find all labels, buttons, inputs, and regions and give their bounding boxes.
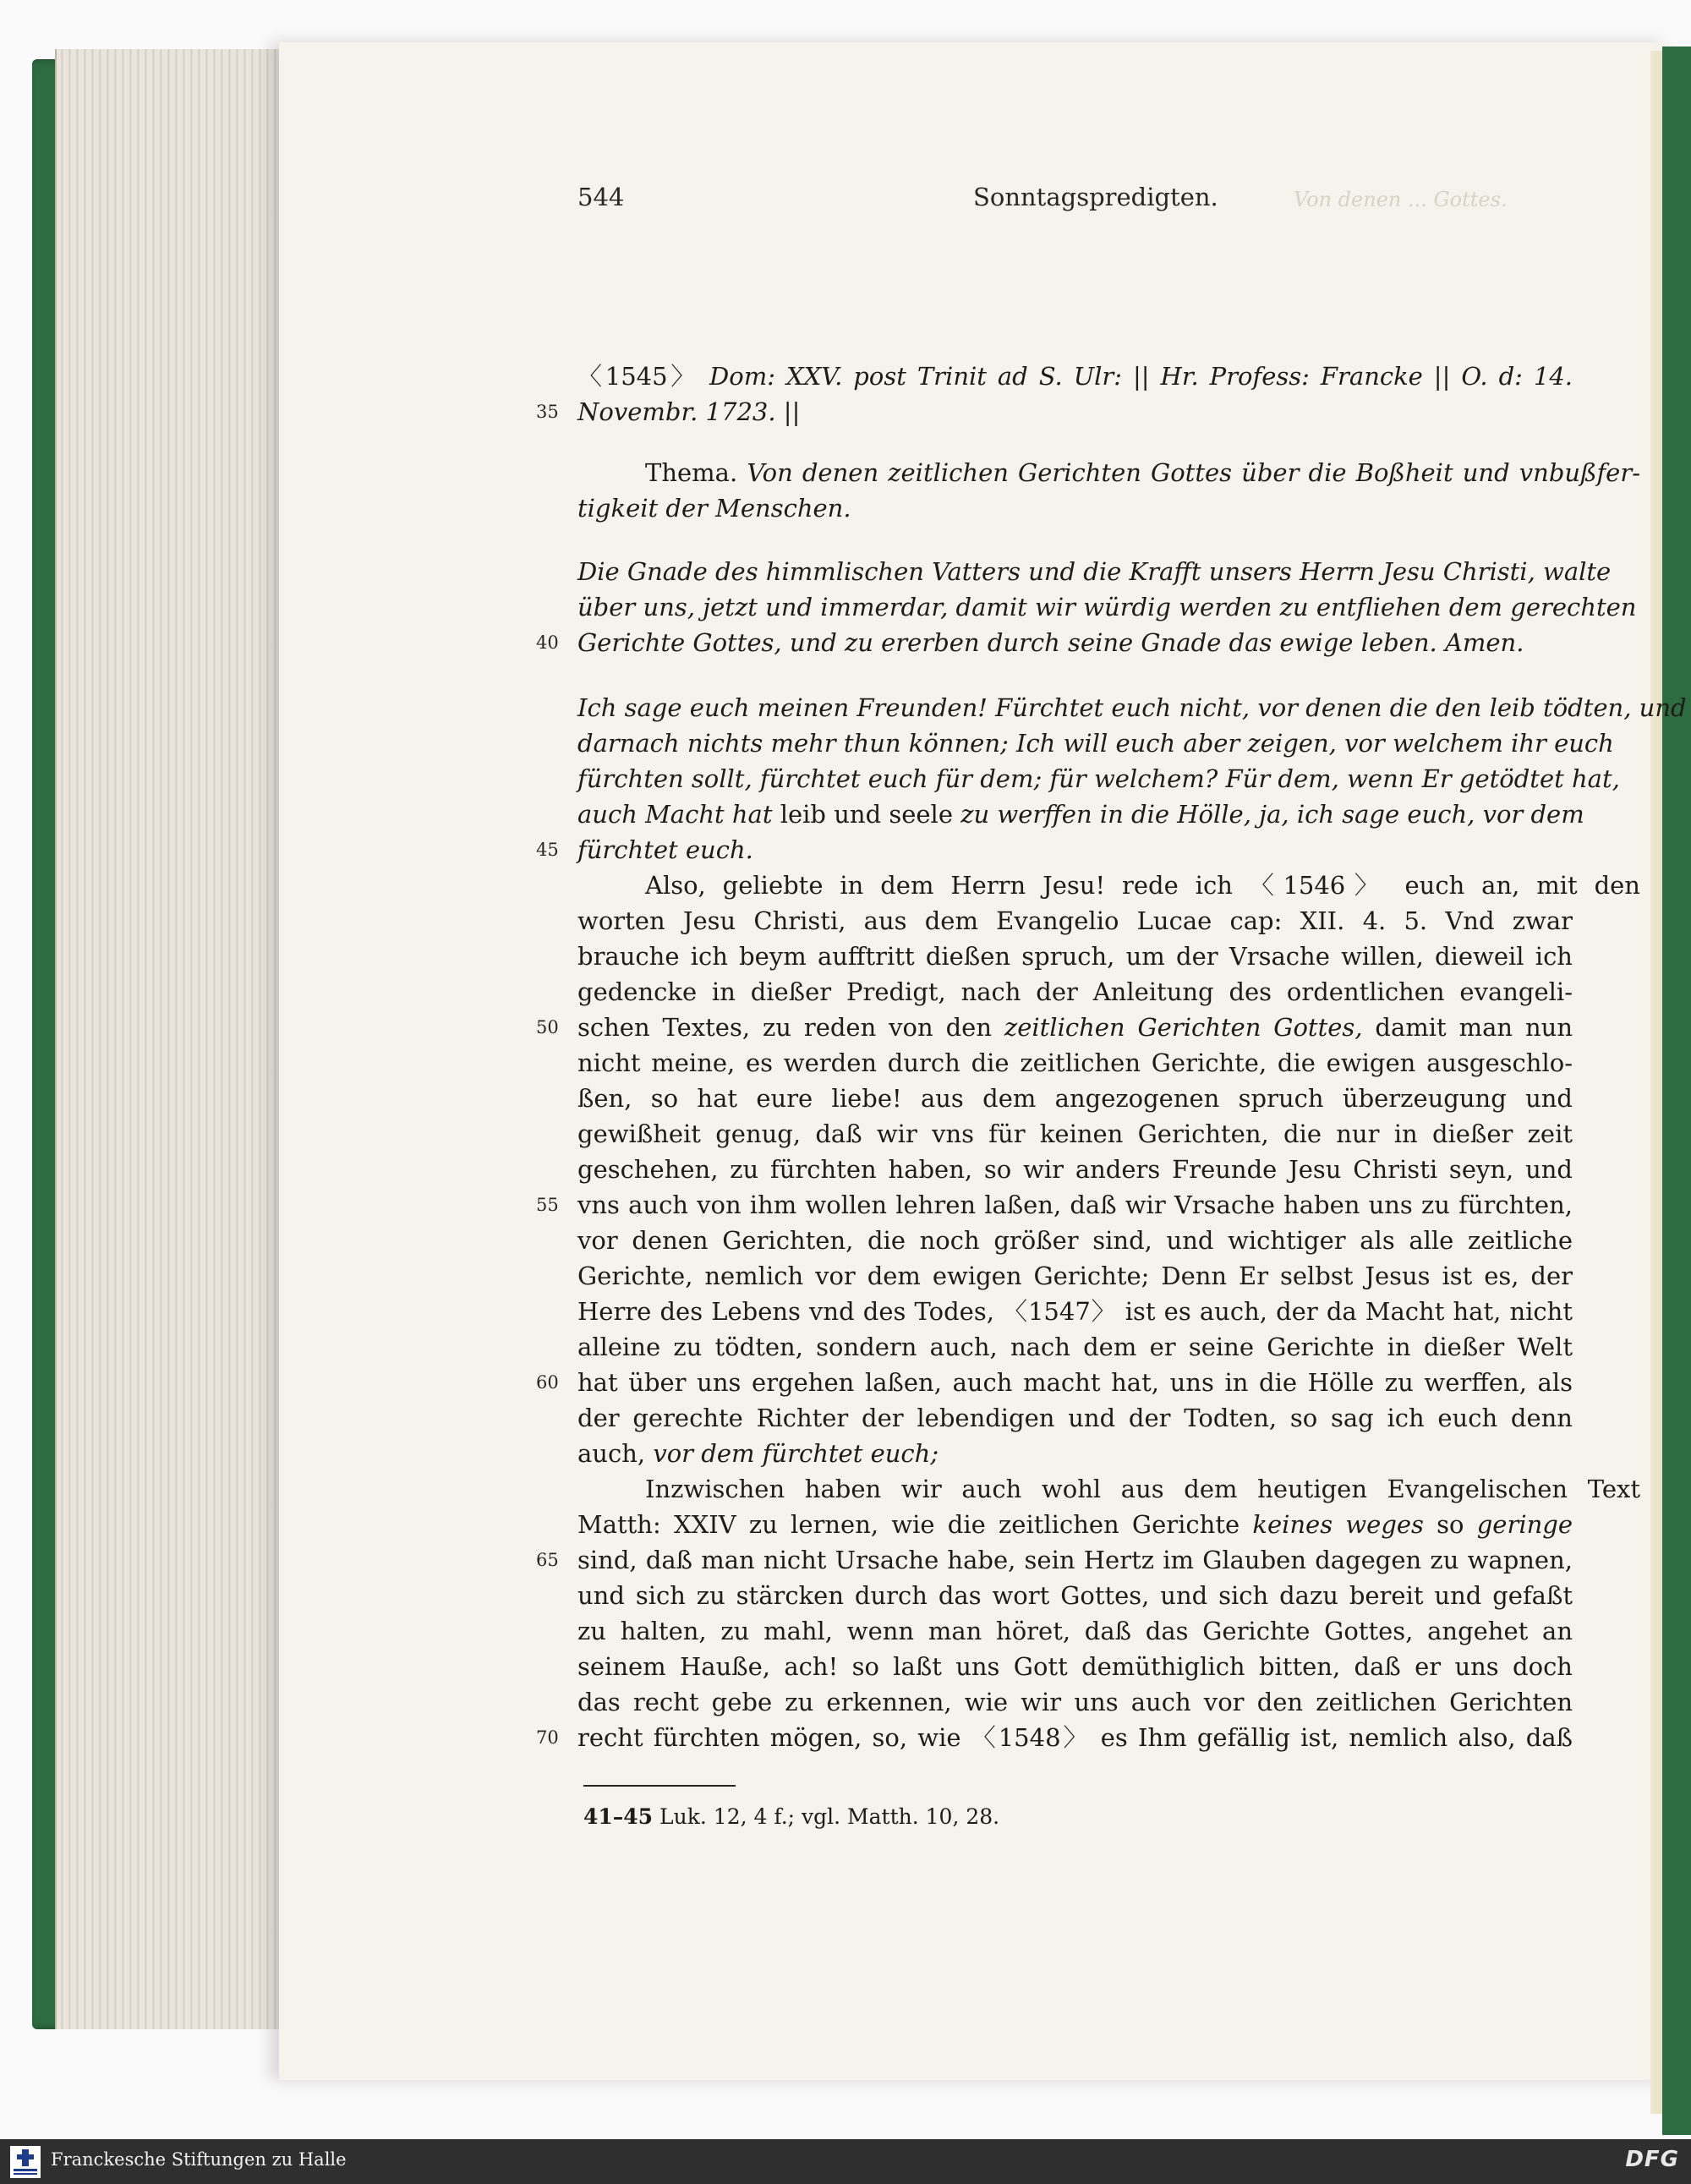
text-line — [577, 1116, 1573, 1152]
line-number: 70 — [536, 1727, 559, 1748]
text-run: Herre des Lebens vnd des Todes, 〈1547〉 ist es auch, der da Macht hat, nicht — [577, 1297, 1573, 1326]
text-line — [577, 1542, 1573, 1578]
text-run: geschehen, zu fürchten haben, so wir anders Freunde Jesu Christi seyn, und — [577, 1155, 1573, 1184]
text-line — [577, 974, 1573, 1010]
text-run: zu halten, zu mahl, wenn man höret, daß das Gerichte Gottes, angehet an — [577, 1617, 1573, 1645]
text-run: alleine zu tödten, sondern auch, nach dem er seine Gerichte in dießer Welt — [577, 1333, 1573, 1361]
text-line — [577, 589, 1637, 625]
text-line — [577, 903, 1573, 939]
line-number: 55 — [536, 1195, 559, 1215]
text-line — [577, 1471, 1640, 1507]
text-line — [577, 761, 1620, 796]
italic-text: Von denen zeitlichen Gerichten Gottes über die Boßheit und vnbußfer- — [747, 458, 1640, 487]
text-line — [577, 868, 1640, 903]
text-line — [577, 725, 1614, 761]
viewer-bottom-bar — [0, 2139, 1691, 2184]
text-run: das recht gebe zu erkennen, wie wir uns auch vor den zeitlichen Gerichten — [577, 1688, 1573, 1716]
text-line — [577, 1187, 1573, 1223]
text-run: so — [1423, 1510, 1477, 1539]
italic-text: fürchten sollt, fürchtet euch für dem; für welchem? Für dem, wenn Er getödtet hat, — [577, 764, 1620, 793]
text-run: vns auch von ihm wollen lehren laßen, daß wir Vrsache haben uns zu fürchten, — [577, 1191, 1573, 1219]
text-run: brauche ich beym aufftritt dießen spruch, um der Vrsache willen, dieweil ich — [577, 942, 1573, 971]
text-line — [577, 1365, 1573, 1400]
dfg-logo: DFG — [1625, 2147, 1679, 2172]
text-run: Matth: XXIV zu lernen, wie die zeitlichen Gerichte — [577, 1510, 1253, 1539]
italic-text: auch Macht hat — [577, 800, 780, 829]
footnote-rule — [583, 1785, 736, 1787]
page-number: 544 — [577, 183, 625, 211]
institution-name: Franckesche Stiftungen zu Halle — [51, 2149, 347, 2170]
text-run: Also, geliebte in dem Herrn Jesu! rede ich 〈1546〉 euch an, mit den — [645, 871, 1640, 900]
text-run: Inzwischen haben wir auch wohl aus dem heutigen Evangelischen Text — [645, 1475, 1640, 1503]
book-cover-right — [1662, 47, 1691, 2135]
text-run: 〈1545〉 — [577, 362, 710, 391]
line-number: 45 — [536, 840, 559, 860]
text-line — [577, 832, 1573, 868]
text-line — [577, 1294, 1573, 1329]
text-line — [577, 796, 1584, 832]
text-run: leib und seele — [780, 800, 961, 829]
line-number: 35 — [536, 402, 559, 422]
text-run: der gerechte Richter der lebendigen und der Todten, so sag ich euch denn — [577, 1404, 1573, 1432]
show-through-heading: Von denen ... Gottes. — [1294, 188, 1508, 211]
text-line — [577, 1081, 1573, 1116]
text-run: Thema. — [645, 458, 747, 487]
line-number: 40 — [536, 632, 559, 653]
italic-text: Dom: XXV. post Trinit ad S. Ulr: || Hr. Profess: Francke || O. d: 14. — [709, 362, 1573, 391]
footnote-text: Luk. 12, 4 f.; vgl. Matth. 10, 28. — [653, 1804, 1000, 1829]
italic-text: vor dem fürchtet euch; — [653, 1439, 939, 1468]
line-number: 50 — [536, 1017, 559, 1037]
italic-text: keines weges — [1252, 1510, 1424, 1539]
footnote — [583, 1804, 999, 1829]
text-line — [577, 690, 1687, 725]
text-line — [577, 359, 1573, 394]
text-run: nicht meine, es werden durch die zeitlichen Gerichte, die ewigen ausgeschlo- — [577, 1048, 1573, 1077]
text-run: ßen, so hat eure liebe! aus dem angezogenen spruch überzeugung und — [577, 1084, 1573, 1113]
text-line — [577, 1578, 1573, 1613]
italic-text: Die Gnade des himmlischen Vatters und die Krafft unsers Herrn Jesu Christi, walte — [577, 557, 1612, 586]
italic-text: geringe — [1476, 1510, 1573, 1539]
italic-text: zeitlichen Gerichten Gottes, — [1004, 1013, 1363, 1042]
text-run: auch, — [577, 1439, 654, 1468]
italic-text: Gerichte Gottes, und zu ererben durch seine Gnade das ewige leben. Amen. — [577, 628, 1524, 657]
text-run: worten Jesu Christi, aus dem Evangelio Lucae cap: XII. 4. 5. Vnd zwar — [577, 906, 1573, 935]
text-line — [577, 455, 1640, 490]
italic-text: über uns, jetzt und immerdar, damit wir würdig werden zu entfliehen dem gerechten — [577, 593, 1637, 621]
text-run: sind, daß man nicht Ursache habe, sein Hertz im Glauben dagegen zu wapnen, — [577, 1546, 1573, 1574]
page-stack-edges — [55, 49, 310, 2029]
text-line — [577, 490, 1573, 526]
text-line — [577, 1507, 1573, 1542]
italic-text: fürchtet euch. — [577, 835, 753, 864]
text-line — [577, 1152, 1573, 1187]
italic-text: darnach nichts mehr thun können; Ich will euch aber zeigen, vor welchem ihr euch — [577, 729, 1614, 758]
italic-text: Novembr. 1723. || — [577, 397, 801, 426]
text-run: hat über uns ergehen laßen, auch macht hat, uns in die Hölle zu werffen, als — [577, 1368, 1573, 1397]
italic-text: Ich sage euch meinen Freunden! Fürchtet euch nicht, vor denen die den leib tödten, und — [577, 693, 1687, 722]
text-line — [577, 1684, 1573, 1720]
text-line — [577, 394, 1573, 430]
text-run: recht fürchten mögen, so, wie 〈1548〉 es Ihm gefällig ist, nemlich also, daß — [577, 1723, 1573, 1752]
text-run: und sich zu stärcken durch das wort Gottes, und sich dazu bereit und gefaßt — [577, 1581, 1573, 1610]
text-line — [577, 1720, 1573, 1755]
line-number: 60 — [536, 1372, 559, 1393]
text-line — [577, 1045, 1573, 1081]
text-line — [577, 1613, 1573, 1649]
line-number: 65 — [536, 1550, 559, 1570]
running-head: Sonntagspredigten. — [973, 183, 1218, 211]
italic-text: tigkeit der Menschen. — [577, 494, 851, 523]
text-run: Gerichte, nemlich vor dem ewigen Gerichte; Denn Er selbst Jesus ist es, der — [577, 1262, 1573, 1290]
footnote-reference: 41–45 — [583, 1804, 654, 1829]
text-line — [577, 1329, 1573, 1365]
text-line — [577, 554, 1612, 589]
text-line — [577, 1649, 1573, 1684]
text-line — [577, 1436, 1573, 1471]
text-run: gedencke in dießer Predigt, nach der Anleitung des ordentlichen evangeli- — [577, 977, 1573, 1006]
text-run: schen Textes, zu reden von den — [577, 1013, 1004, 1042]
text-line — [577, 939, 1573, 974]
text-line — [577, 1400, 1573, 1436]
text-line — [577, 1223, 1573, 1258]
institution-logo-icon — [10, 2146, 41, 2178]
italic-text: zu werffen in die Hölle, ja, ich sage euch, vor dem — [960, 800, 1584, 829]
text-line — [577, 1258, 1573, 1294]
text-run: damit man nun — [1362, 1013, 1573, 1042]
text-run: vor denen Gerichten, die noch größer sind, und wichtiger als alle zeitliche — [577, 1226, 1573, 1255]
text-run: gewißheit genug, daß wir vns für keinen Gerichten, die nur in dießer zeit — [577, 1119, 1573, 1148]
text-line — [577, 625, 1573, 660]
text-run: seinem Hauße, ach! so laßt uns Gott demüthiglich bitten, daß er uns doch — [577, 1652, 1573, 1681]
text-line — [577, 1010, 1573, 1045]
